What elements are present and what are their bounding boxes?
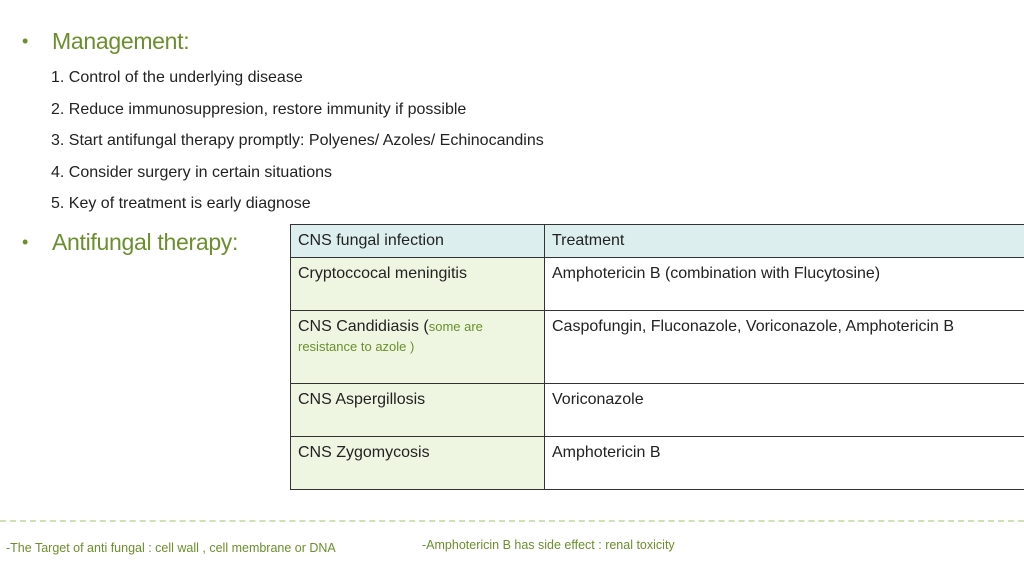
infection-name: CNS Aspergillosis (298, 391, 426, 408)
bullet-dot-icon: • (22, 232, 29, 252)
management-heading: Management: (52, 28, 190, 54)
infection-cell (291, 258, 545, 311)
infection-name: CNS Zygomycosis (298, 444, 430, 461)
footer-note-right: -Amphotericin B has side effect : renal toxicity (422, 538, 675, 552)
antifungal-heading: Antifungal therapy: (52, 229, 239, 255)
infection-name: Cryptoccocal meningitis (298, 265, 467, 282)
list-item: 4. Consider surgery in certain situations (51, 163, 333, 181)
header-treatment: Treatment (545, 225, 1024, 258)
table-header-row (291, 225, 1024, 258)
infection-cell (291, 437, 545, 490)
treatment-cell: Caspofungin, Fluconazole, Voriconazole, Amphotericin B (545, 311, 1024, 384)
list-item: 1. Control of the underlying disease (51, 69, 303, 86)
table-row (291, 384, 1024, 437)
management-steps-list (51, 66, 544, 224)
treatment-cell: Amphotericin B (545, 437, 1024, 490)
treatment-table (290, 224, 1024, 490)
table-row (291, 437, 1024, 490)
bullet-dot-icon: • (22, 31, 29, 51)
infection-cell (291, 311, 545, 384)
table-row (291, 311, 1024, 384)
infection-name: CNS Candidiasis ( (298, 318, 429, 335)
footer-note-left: -The Target of anti fungal : cell wall , cell membrane or DNA (6, 541, 336, 555)
list-item: 2. Reduce immunosuppresion, restore immunity if possible (51, 100, 467, 118)
infection-note: some are resistance to azole ) (298, 319, 483, 354)
treatment-cell: Amphotericin B (combination with Flucytosine) (545, 258, 1024, 311)
list-item: 3. Start antifungal therapy promptly: Polyenes/ Azoles/ Echinocandins (51, 132, 544, 149)
infection-cell (291, 384, 545, 437)
table-row (291, 258, 1024, 311)
antifungal-bullet-row (22, 229, 238, 256)
treatment-cell: Voriconazole (545, 384, 1024, 437)
header-infection: CNS fungal infection (291, 225, 545, 258)
list-item: 5. Key of treatment is early diagnose (51, 195, 311, 212)
management-bullet-row (22, 28, 189, 55)
footer-divider (0, 520, 1024, 522)
